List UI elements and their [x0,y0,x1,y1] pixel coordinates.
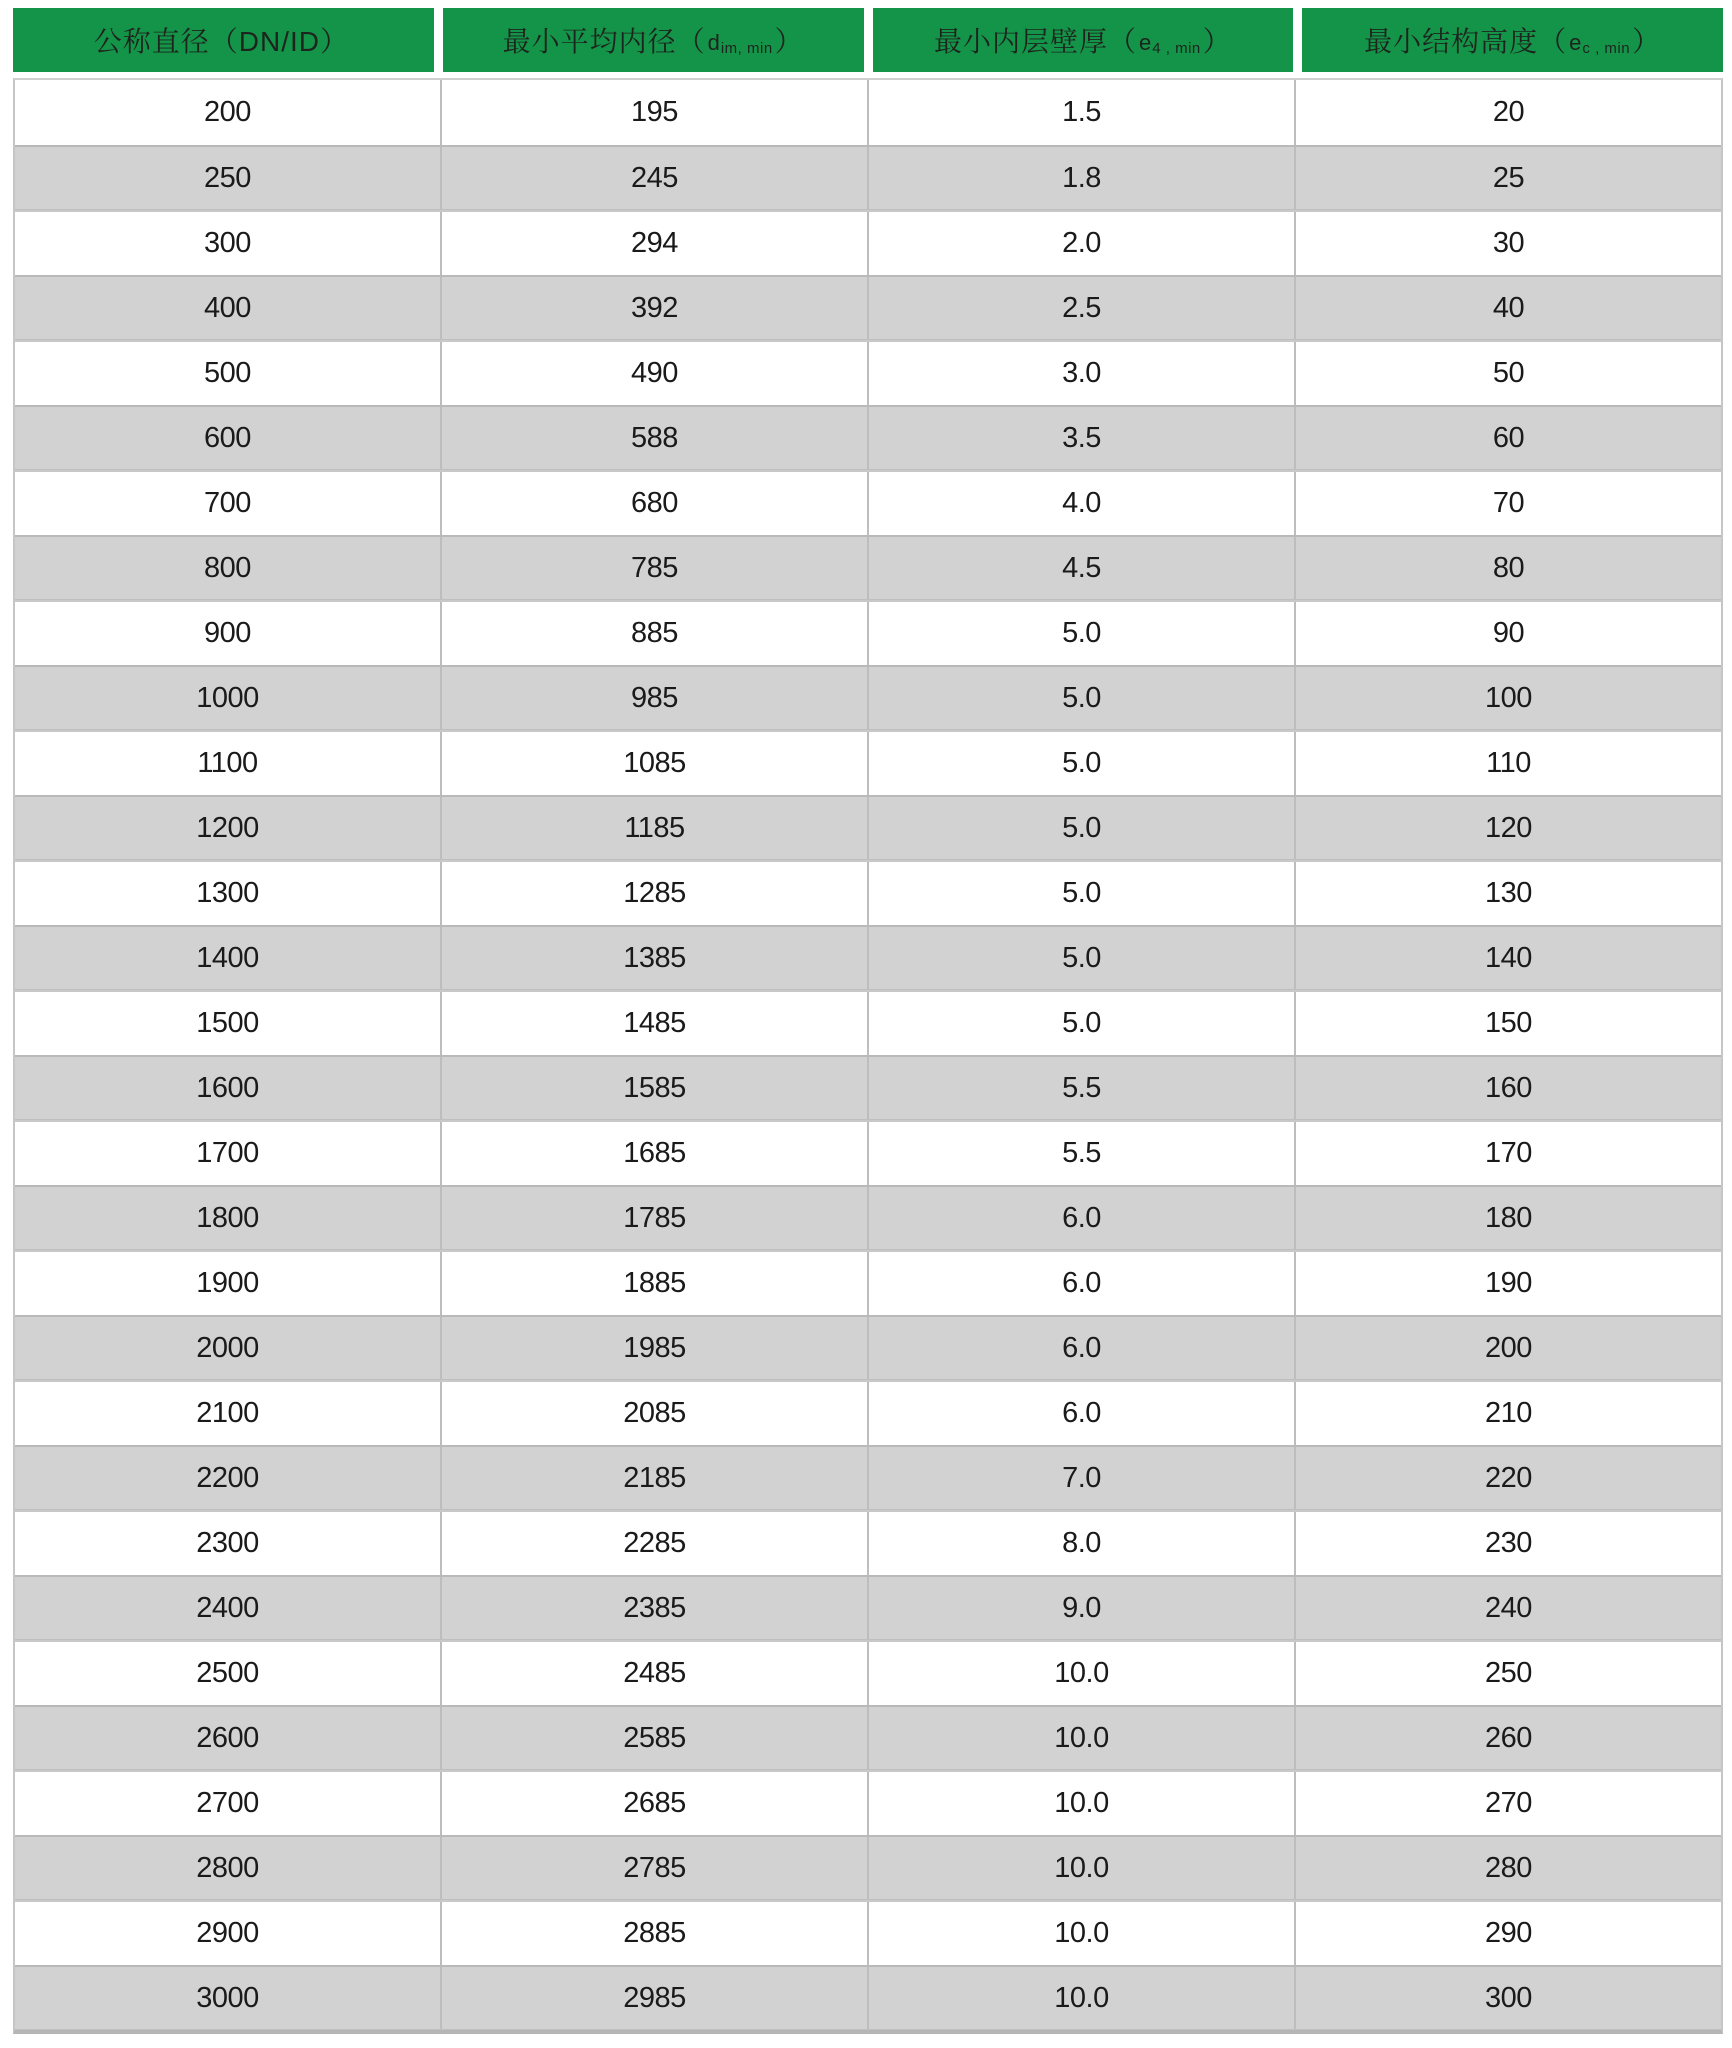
cell-nominal-diameter: 600 [204,421,251,454]
table-row [15,80,1721,145]
cell-min-construction-height: 30 [1294,212,1721,275]
cell-min-inner-wall-thickness: 10.0 [867,1902,1294,1965]
header-label-close: ） [1632,26,1662,57]
cell-min-construction-height: 300 [1294,1967,1721,2029]
table-row [15,1445,1721,1510]
cell-min-construction-height: 280 [1294,1837,1721,1899]
cell-min-construction-height: 170 [1294,1122,1721,1185]
table-row [15,1575,1721,1640]
cell-min-inner-wall-thickness: 4.5 [867,537,1294,599]
cell-nominal-diameter: 300 [204,227,251,259]
cell-min-inner-wall-thickness: 1.5 [867,80,1294,145]
table-row [15,275,1721,340]
cell-min-mean-inner-diameter: 2385 [440,1577,867,1639]
cell-min-inner-wall-thickness: 5.0 [867,667,1294,729]
cell-nominal-diameter: 1400 [196,941,259,974]
cell-nominal-diameter: 2400 [196,1591,259,1624]
header-label: 最小平均内径（ [502,26,706,57]
header-label-close: ） [1202,26,1232,57]
header-symbol: e [1569,30,1583,55]
cell-nominal-diameter: 250 [204,161,251,194]
header-label: 最小内层壁厚（ [933,26,1137,57]
cell-nominal-diameter: 500 [204,357,251,389]
cell-min-construction-height: 80 [1294,537,1721,599]
cell-min-construction-height: 190 [1294,1252,1721,1315]
cell-min-inner-wall-thickness: 10.0 [867,1642,1294,1705]
cell-min-inner-wall-thickness: 10.0 [867,1707,1294,1769]
cell-min-inner-wall-thickness: 6.0 [867,1187,1294,1249]
cell-min-mean-inner-diameter: 1185 [440,797,867,859]
cell-min-inner-wall-thickness: 10.0 [867,1967,1294,2029]
cell-min-mean-inner-diameter: 1285 [440,862,867,925]
table-row [15,1120,1721,1185]
cell-nominal-diameter: 1200 [196,811,259,844]
cell-min-construction-height: 140 [1294,927,1721,989]
table-row [15,1510,1721,1575]
cell-min-construction-height: 60 [1294,407,1721,469]
cell-nominal-diameter: 1800 [196,1201,259,1234]
cell-min-inner-wall-thickness: 3.5 [867,407,1294,469]
cell-min-mean-inner-diameter: 195 [440,80,867,145]
header-subscript: im, min [720,39,773,57]
cell-min-mean-inner-diameter: 1885 [440,1252,867,1315]
cell-nominal-diameter: 1300 [196,877,259,909]
cell-nominal-diameter: 1000 [196,681,259,714]
header-symbol: e [1138,30,1153,55]
cell-min-construction-height: 120 [1294,797,1721,859]
cell-min-construction-height: 220 [1294,1447,1721,1509]
header-label: 最小结构高度（ [1364,26,1568,57]
cell-min-inner-wall-thickness: 6.0 [867,1252,1294,1315]
cell-nominal-diameter: 2000 [196,1331,259,1364]
cell-min-inner-wall-thickness: 5.5 [867,1057,1294,1119]
cell-min-mean-inner-diameter: 2985 [440,1967,867,2029]
cell-min-mean-inner-diameter: 245 [440,147,867,209]
header-col-min-construction-height [1302,8,1723,72]
cell-min-inner-wall-thickness: 7.0 [867,1447,1294,1509]
cell-min-construction-height: 290 [1294,1902,1721,1965]
cell-min-construction-height: 90 [1294,602,1721,665]
cell-nominal-diameter: 2600 [196,1721,259,1754]
header-subscript: c , min [1582,39,1631,57]
cell-min-construction-height: 50 [1294,342,1721,405]
table-row [15,1315,1721,1380]
table-row [15,1705,1721,1770]
cell-min-mean-inner-diameter: 490 [440,342,867,405]
table-row [15,1835,1721,1900]
cell-nominal-diameter: 1900 [196,1267,259,1299]
cell-min-inner-wall-thickness: 9.0 [867,1577,1294,1639]
cell-nominal-diameter: 2800 [196,1851,259,1884]
cell-min-mean-inner-diameter: 1685 [440,1122,867,1185]
cell-nominal-diameter: 2100 [196,1397,259,1429]
cell-min-inner-wall-thickness: 6.0 [867,1317,1294,1379]
cell-nominal-diameter: 1100 [197,747,258,779]
header-symbol: d [707,30,721,55]
cell-min-mean-inner-diameter: 985 [440,667,867,729]
cell-nominal-diameter: 800 [204,551,251,584]
cell-min-mean-inner-diameter: 2285 [440,1512,867,1575]
header-subscript: 4 , min [1152,39,1201,57]
cell-nominal-diameter: 1500 [196,1007,259,1039]
table-row [15,340,1721,405]
cell-nominal-diameter: 2300 [196,1527,259,1559]
cell-nominal-diameter: 1700 [196,1137,259,1169]
table-row [15,535,1721,600]
cell-min-mean-inner-diameter: 1085 [440,732,867,795]
header-label: 公称直径（DN/ID） [93,26,349,57]
cell-min-construction-height: 160 [1294,1057,1721,1119]
cell-min-construction-height: 200 [1294,1317,1721,1379]
cell-nominal-diameter: 3000 [196,1981,259,2014]
cell-min-construction-height: 100 [1294,667,1721,729]
header-col-min-inner-wall-thickness [873,8,1294,72]
cell-min-construction-height: 260 [1294,1707,1721,1769]
cell-min-mean-inner-diameter: 2785 [440,1837,867,1899]
cell-nominal-diameter: 2700 [196,1787,259,1819]
table-row [15,1640,1721,1705]
table-row [15,665,1721,730]
cell-min-inner-wall-thickness: 5.5 [867,1122,1294,1185]
cell-min-inner-wall-thickness: 3.0 [867,342,1294,405]
table-row [15,1055,1721,1120]
cell-min-construction-height: 25 [1294,147,1721,209]
header-col-min-mean-inner-diameter [443,8,864,72]
table-row [15,1770,1721,1835]
cell-min-construction-height: 230 [1294,1512,1721,1575]
cell-min-mean-inner-diameter: 2185 [440,1447,867,1509]
cell-min-inner-wall-thickness: 10.0 [867,1772,1294,1835]
table-row [15,145,1721,210]
cell-min-construction-height: 240 [1294,1577,1721,1639]
table-row [15,860,1721,925]
cell-min-mean-inner-diameter: 294 [440,212,867,275]
cell-min-mean-inner-diameter: 2685 [440,1772,867,1835]
table-row [15,1965,1721,2030]
cell-min-inner-wall-thickness: 5.0 [867,602,1294,665]
table-row [15,405,1721,470]
cell-min-mean-inner-diameter: 785 [440,537,867,599]
cell-nominal-diameter: 700 [204,487,251,519]
cell-min-construction-height: 70 [1294,472,1721,535]
cell-min-inner-wall-thickness: 5.0 [867,732,1294,795]
cell-min-inner-wall-thickness: 5.0 [867,797,1294,859]
table-row [15,600,1721,665]
cell-min-mean-inner-diameter: 1985 [440,1317,867,1379]
cell-min-mean-inner-diameter: 2485 [440,1642,867,1705]
table-body [13,78,1723,2034]
cell-min-inner-wall-thickness: 6.0 [867,1382,1294,1445]
cell-min-mean-inner-diameter: 1785 [440,1187,867,1249]
cell-min-construction-height: 150 [1294,992,1721,1055]
cell-min-mean-inner-diameter: 2585 [440,1707,867,1769]
cell-nominal-diameter: 400 [204,291,251,324]
table-row [15,1250,1721,1315]
header-label-close: ） [774,26,804,57]
table-row [15,1185,1721,1250]
cell-min-inner-wall-thickness: 1.8 [867,147,1294,209]
cell-min-mean-inner-diameter: 885 [440,602,867,665]
cell-min-construction-height: 210 [1294,1382,1721,1445]
cell-min-inner-wall-thickness: 10.0 [867,1837,1294,1899]
cell-min-mean-inner-diameter: 1485 [440,992,867,1055]
cell-min-construction-height: 270 [1294,1772,1721,1835]
cell-min-inner-wall-thickness: 5.0 [867,992,1294,1055]
cell-min-construction-height: 180 [1294,1187,1721,1249]
table-row [15,470,1721,535]
cell-min-inner-wall-thickness: 2.5 [867,277,1294,339]
cell-min-mean-inner-diameter: 680 [440,472,867,535]
cell-min-inner-wall-thickness: 2.0 [867,212,1294,275]
cell-min-construction-height: 250 [1294,1642,1721,1705]
header-col-nominal-diameter [13,8,434,72]
table-header [13,8,1723,72]
table-row [15,210,1721,275]
cell-min-inner-wall-thickness: 8.0 [867,1512,1294,1575]
cell-nominal-diameter: 900 [204,617,251,649]
cell-min-construction-height: 40 [1294,277,1721,339]
table-row [15,795,1721,860]
cell-min-construction-height: 20 [1294,80,1721,145]
cell-min-mean-inner-diameter: 1385 [440,927,867,989]
table-row [15,925,1721,990]
table-row [15,990,1721,1055]
cell-min-mean-inner-diameter: 392 [440,277,867,339]
cell-min-mean-inner-diameter: 2885 [440,1902,867,1965]
cell-min-inner-wall-thickness: 4.0 [867,472,1294,535]
cell-min-construction-height: 130 [1294,862,1721,925]
cell-nominal-diameter: 200 [204,96,251,128]
cell-min-construction-height: 110 [1294,732,1721,795]
table-row [15,1380,1721,1445]
table-row [15,1900,1721,1965]
cell-min-inner-wall-thickness: 5.0 [867,862,1294,925]
table-row [15,730,1721,795]
cell-nominal-diameter: 2200 [196,1461,259,1494]
cell-nominal-diameter: 1600 [196,1071,259,1104]
cell-nominal-diameter: 2500 [196,1657,259,1689]
cell-min-mean-inner-diameter: 588 [440,407,867,469]
cell-nominal-diameter: 2900 [196,1917,259,1949]
cell-min-mean-inner-diameter: 1585 [440,1057,867,1119]
cell-min-mean-inner-diameter: 2085 [440,1382,867,1445]
cell-min-inner-wall-thickness: 5.0 [867,927,1294,989]
